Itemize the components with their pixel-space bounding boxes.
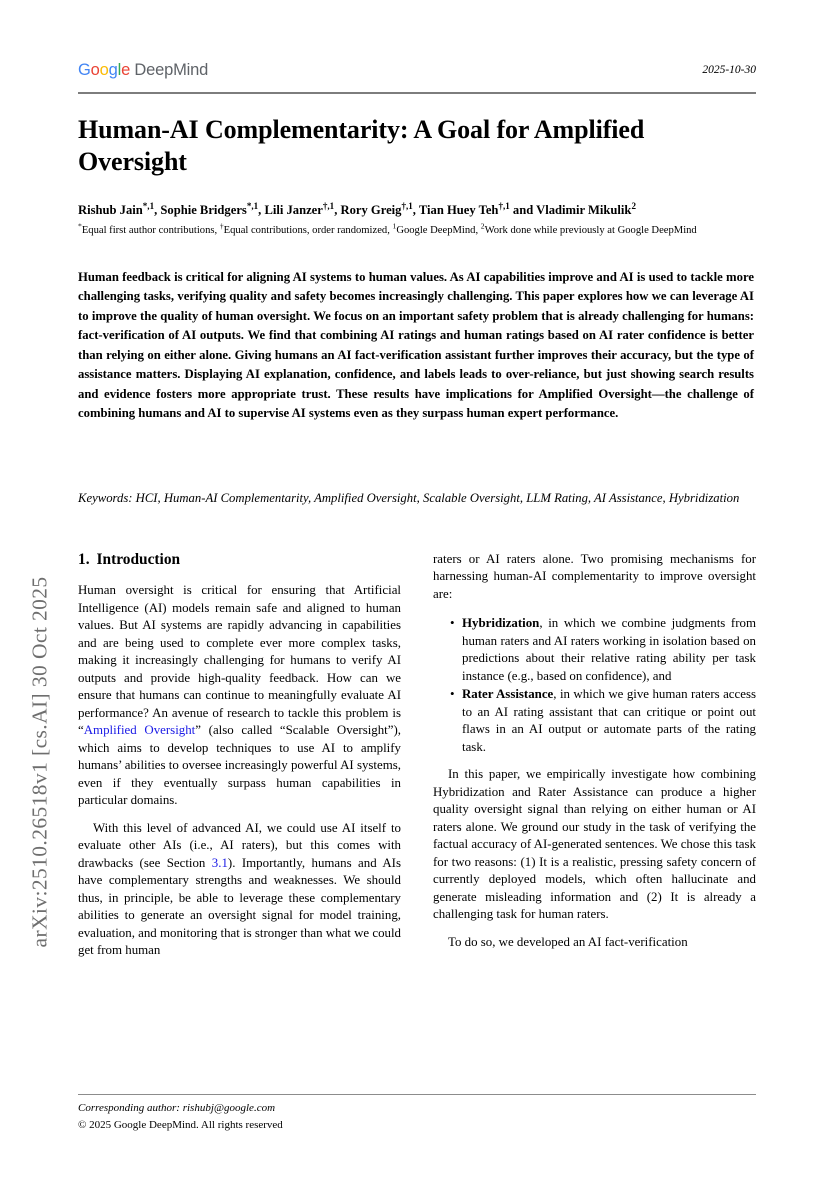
intro-paragraph-2 — [78, 820, 401, 960]
logo-letter-l: l — [117, 61, 122, 79]
page-title: Human-AI Complementarity: A Goal for Amplified Oversight — [78, 115, 645, 176]
header-date: 2025-10-30 — [702, 64, 756, 76]
intro-paragraph-1 — [78, 582, 401, 809]
arxiv-stamp — [0, 0, 70, 1183]
abstract: Human feedback is critical for aligning AI systems to human values. As AI capabilities improve and AI is used to tackle more challenging tasks, verifying quality and safety becomes increasingly challenging. This paper explores how we can leverage AI to improve the quality of human oversight. We focus on an important safety problem that is already challenging for humans: fact-verification of AI outputs. We find that combining AI ratings and human ratings based on AI rater confidence is better than relying on either alone. Giving humans an AI fact-verification assistant further improves their accuracy, but the type of assistance matters. Displaying AI explanation, confidence, and labels leads to over-reliance, but just showing search results and evidence fosters more appropriate trust. These results have implications for Amplified Oversight—the challenge of combining humans and AI to supervise AI systems even as they surpass human expert performance. — [78, 270, 754, 420]
intro-paragraph-3: In this paper, we empirically investigate how combining Hybridization and Rater Assistance can produce a higher quality oversight signal than relying on either human or AI raters alone. We ground our study in the task of verifying the factual accuracy of AI-generated sentences. We chose this task for two reasons: (1) It is a realistic, pressing safety concern of currently deployed models, which often hallucinate and generate misleading information and (2) It is already a challenging task for human raters. — [433, 767, 756, 922]
mechanisms-list — [433, 615, 756, 756]
intro-p1-text-b: ” (also called “Scalable Oversight”), which aims to develop techniques to use AI to amplify humans’ abilities to oversee increasingly powerful AI systems, even if they eventually surpass human capabilities in particular domains. — [78, 723, 402, 808]
footer-divider — [78, 1094, 756, 1095]
google-deepmind-logo — [78, 60, 208, 80]
arxiv-stamp-text: arXiv:2510.26518v1 [cs.AI] 30 Oct 2025 — [27, 576, 52, 948]
logo-letter-g1: G — [78, 61, 91, 79]
logo-letter-g2: g — [108, 61, 118, 79]
page-footer — [78, 1100, 756, 1133]
bullet-text-hybridization: , in which we combine judgments from human raters and AI raters working in isolation based on predictions about their relative rating ability per task instance (e.g., based on confidence), and — [462, 616, 756, 683]
affiliation-notes: *Equal first author contributions, †Equal contributions, order randomized, $^1$Google DeepMind, $^2$Work done while previously at Google DeepMind — [78, 221, 697, 236]
section-heading-introduction — [78, 551, 401, 569]
intro-paragraph-2-continued: raters or AI raters alone. Two promising mechanisms for harnessing human-AI complementarity to improve oversight are: — [433, 552, 756, 601]
header-divider — [78, 92, 756, 94]
logo-letter-o1: o — [90, 61, 100, 79]
intro-p2-text-a: With this level of advanced AI, we could use AI itself to evaluate other AIs (i.e., AI raters), but this comes with drawbacks (see Section — [78, 820, 401, 870]
logo-deepmind-word: DeepMind — [130, 61, 209, 79]
section-3-1-link[interactable]: 3.1 — [211, 855, 228, 870]
copyright-notice: © 2025 Google DeepMind. All rights reserved — [78, 1118, 283, 1131]
logo-letter-o2: o — [99, 61, 109, 79]
logo-letter-e: e — [121, 61, 131, 79]
title-block — [78, 114, 756, 238]
list-item — [450, 686, 756, 756]
section-number: 1. — [78, 551, 90, 568]
section-title: Introduction — [96, 551, 181, 568]
body-columns — [78, 551, 756, 1076]
author-list: Rishub Jain$^{*,1}$, Sophie Bridgers$^{*,1}$, Lili Janzer$^{\dagger,1}$, Rory Greig$^{\dagger,1}$, Tian Huey Teh$^{\dagger,1}$ and Vladimir Mikulik$^2$ — [78, 200, 636, 217]
right-column — [433, 551, 756, 1076]
intro-paragraph-4: To do so, we developed an AI fact-verification — [448, 934, 688, 949]
page-header — [78, 60, 756, 94]
bullet-term-hybridization: Hybridization — [462, 616, 540, 631]
corresponding-author: Corresponding author: rishubj@google.com — [78, 1102, 276, 1114]
bullet-term-rater-assistance: Rater Assistance — [462, 687, 554, 702]
left-column — [78, 551, 401, 1076]
bullet-text-rater-assistance: , in which we give human raters access to an AI rating assistant that can critique or point out flaws in an AI output or automate parts of the rating task. — [462, 687, 756, 754]
keywords: Keywords: HCI, Human-AI Complementarity, Amplified Oversight, Scalable Oversight, LLM Rating, AI Assistance, Hybridization — [78, 491, 740, 505]
intro-p1-text-a: Human oversight is critical for ensuring that Artificial Intelligence (AI) models remain safe and aligned to human values. But AI systems are rapidly advancing in capabilities and are being used to complete ever more complex tasks, making it increasingly challenging for humans to verify AI outputs and provide high-quality feedback. How can we ensure that humans can continue to meaningfully evaluate AI performance? An avenue of research to tackle this problem is “ — [78, 583, 401, 738]
intro-p2-text-b: ). Importantly, humans and AIs have complementary strengths and weaknesses. We should thus, in principle, be able to leverage these complementary abilities to generate an oversight signal for model training, evaluation, and monitoring that is stronger than what we could get from human — [78, 855, 401, 958]
list-item — [450, 615, 756, 685]
amplified-oversight-link[interactable]: Amplified Oversight — [83, 723, 196, 738]
